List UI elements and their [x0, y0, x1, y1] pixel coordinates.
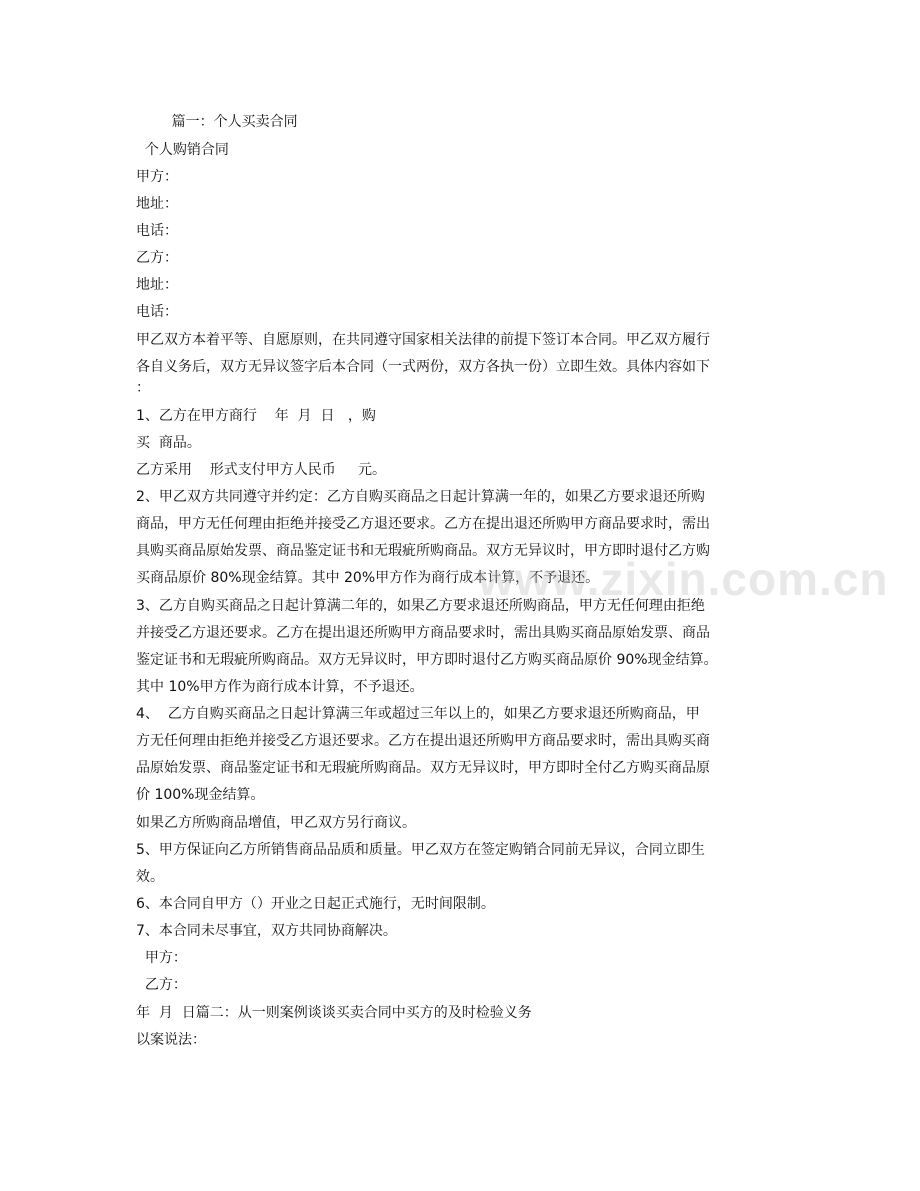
section-title-1: 篇一：个人买卖合同: [136, 114, 298, 130]
clause-4-line: 价 100%现金结算。: [136, 787, 265, 803]
party-a-label: 甲方：: [136, 169, 178, 185]
paragraph-line: ：: [136, 380, 150, 396]
party-b-address: 地址：: [136, 277, 178, 293]
clause-5-line: 效。: [136, 869, 164, 885]
clause-4-line: 4、 乙方自购买商品之日起计算满三年或超过三年以上的，如果乙方要求退还所购商品，甲: [136, 706, 700, 722]
paragraph-line: 各自义务后，双方无异议签字后本合同（一式两份，双方各执一份）立即生效。具体内容如下: [136, 359, 710, 375]
clause-2-line: 商品，甲方无任何理由拒绝并接受乙方退还要求。乙方在提出退还所购甲方商品要求时，需出: [136, 516, 710, 532]
watermark-text: www.zixin.com.cn: [478, 553, 889, 605]
party-a-phone: 电话：: [136, 223, 178, 239]
clause-1-line: 买 商品。: [136, 435, 201, 451]
clause-5-line: 5、甲方保证向乙方所销售商品品质和质量。甲乙双方在签定购销合同前无异议，合同立即生: [136, 842, 705, 858]
clause-3-line: 并接受乙方退还要求。乙方在提出退还所购甲方商品要求时，需出具购买商品原始发票、商品: [136, 625, 710, 641]
paragraph-line: 甲乙双方本着平等、自愿原则，在共同遵守国家相关法律的前提下签订本合同。甲乙双方履行: [136, 332, 710, 348]
clause-4-line: 品原始发票、商品鉴定证书和无瑕疵所购商品。双方无异议时，甲方即时全付乙方购买商品原: [136, 760, 710, 776]
clause-2-line: 2、甲乙双方共同遵守并约定：乙方自购买商品之日起计算满一年的，如果乙方要求退还所购: [136, 489, 705, 505]
signature-party-a: 甲方：: [136, 950, 187, 966]
paragraph-line: 如果乙方所购商品增值，甲乙双方另行商议。: [136, 815, 416, 831]
clause-4-line: 方无任何理由拒绝并接受乙方退还要求。乙方在提出退还所购甲方商品要求时，需出具购买商: [136, 733, 710, 749]
clause-3-line: 其中 10%甲方作为商行成本计算，不予退还。: [136, 679, 424, 695]
section-title-2: 年 月 日篇二：从一则案例谈谈买卖合同中买方的及时检验义务: [136, 1005, 532, 1021]
party-b-label: 乙方：: [136, 250, 178, 266]
clause-1-line: 1、乙方在甲方商行 年 月 日 ，购: [136, 408, 376, 424]
clause-2-line: 买商品原价 80%现金结算。其中 20%甲方作为商行成本计算，不予退还。: [136, 570, 600, 586]
contract-title: 个人购销合同: [136, 142, 229, 158]
paragraph-line: 以案说法：: [136, 1032, 206, 1048]
party-a-address: 地址：: [136, 196, 178, 212]
clause-7-line: 7、本合同未尽事宜，双方共同协商解决。: [136, 923, 397, 939]
signature-party-b: 乙方：: [136, 977, 187, 993]
clause-6-line: 6、本合同自甲方（）开业之日起正式施行，无时间限制。: [136, 896, 495, 912]
clause-3-line: 鉴定证书和无瑕疵所购商品。双方无异议时，甲方即时退付乙方购买商品原价 90%现金结算。: [136, 652, 718, 668]
party-b-phone: 电话：: [136, 304, 178, 320]
clause-3-line: 3、乙方自购买商品之日起计算满二年的，如果乙方要求退还所购商品，甲方无任何理由拒绝: [136, 598, 705, 614]
clause-1-line: 乙方采用 形式支付甲方人民币 元。: [136, 462, 387, 478]
clause-2-line: 具购买商品原始发票、商品鉴定证书和无瑕疵所购商品。双方无异议时，甲方即时退付乙方购: [136, 543, 710, 559]
